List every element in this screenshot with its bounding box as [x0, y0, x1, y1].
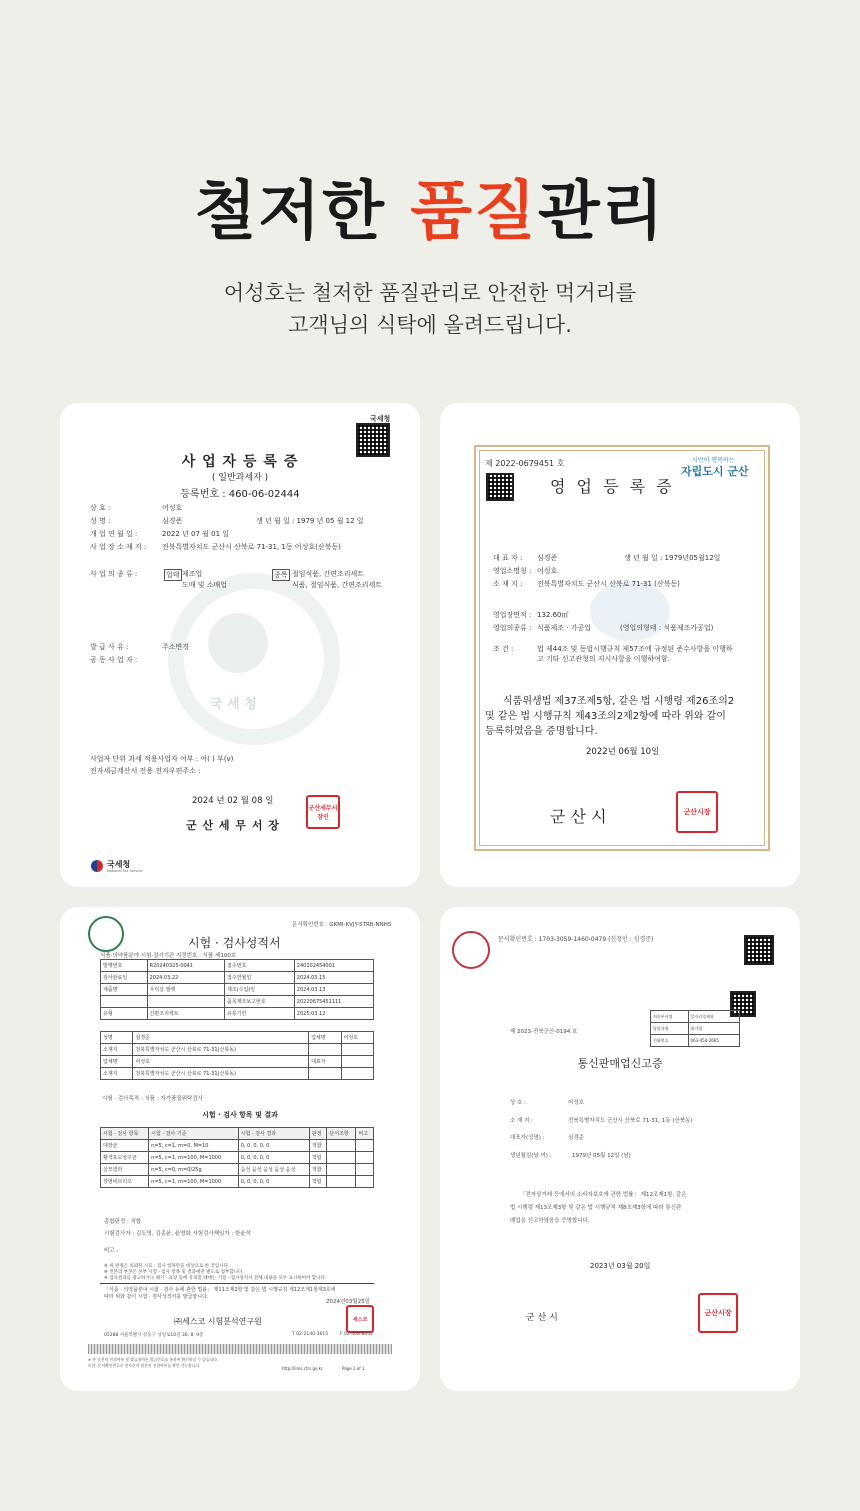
doc2-label-0: 대 표 자 :	[493, 554, 523, 562]
doc2-form: (영업의형태 : 식품제조가공업)	[620, 624, 714, 632]
table-row	[101, 984, 374, 996]
table-cell: 살모넬라	[101, 1164, 149, 1176]
table-header: 시험 · 검사 기준	[149, 1128, 239, 1140]
doc2-label-1: 영업소명칭 :	[493, 567, 532, 575]
doc4-value-3: 1979년 05월 12일 (남)	[572, 1153, 631, 1159]
doc2-value-3: 132.60㎡	[537, 611, 569, 619]
doc4-value-1: 전북특별자치도 군산시 산북로 71-31, 1동 (산북동)	[568, 1118, 693, 1124]
table-cell: 발행번호	[101, 960, 148, 972]
table-header: 시험 · 검사 항목	[101, 1128, 149, 1140]
test-report-card	[60, 907, 420, 1391]
overall-result: 종합판정 : 적합	[104, 1219, 142, 1225]
doc4-body-line3: 매업을 신고하였음을 증명합니다.	[510, 1218, 590, 1224]
table-row	[101, 1152, 374, 1164]
doc2-value-0: 심경준	[537, 554, 558, 562]
table-cell: 심경준	[133, 1032, 309, 1044]
table-cell: 240102454001	[294, 960, 373, 972]
table-cell: 장염비브리오	[101, 1176, 149, 1188]
table-cell: 유형	[101, 1008, 148, 1020]
institute-fax: F 02-408-8052	[340, 1332, 374, 1337]
page-title	[0, 160, 860, 252]
table-cell: 접수연월일	[225, 972, 295, 984]
table-cell	[327, 1152, 356, 1164]
table-cell: 0, 0, 0, 0, 0	[238, 1152, 309, 1164]
footer-logo: 국세청	[107, 860, 131, 869]
table-row	[101, 1140, 374, 1152]
doc1-seal: 군산세무서장인	[306, 795, 340, 829]
table-cell: 전화번호	[651, 1035, 689, 1047]
table-cell: 적합	[309, 1152, 327, 1164]
doc4-issuer: 군 산 시	[526, 1313, 558, 1323]
doc2-value-2: 전북특별자치도 군산시 산북로 71-31 (산북동)	[537, 580, 680, 588]
subtitle-line1: 어성호는 철저한 품질관리로 안전한 먹거리를	[223, 281, 637, 305]
doc4-body-line2: 법 시행령 제13조제3항 및 같은 법 시행규칙 제8조제3항에 따라 통신판	[510, 1205, 682, 1211]
bottom-note1: ※ 본 문서의 진위여부 및 발급내역은 발급번호를 통하여 확인하실 수 있습니다.	[88, 1357, 219, 1362]
table-row	[101, 1128, 374, 1140]
doc1-date: 2024 년 02 월 08 일	[192, 796, 274, 806]
title-part2: 품질	[410, 175, 538, 249]
emblem-core-icon	[208, 613, 268, 673]
doc4-label-2: 대표자(성명) :	[510, 1135, 545, 1141]
table-cell: 처리부서명	[651, 1011, 689, 1023]
nts-logo-icon	[91, 860, 103, 872]
table-cell: 유통기한	[225, 1008, 295, 1020]
table-cell	[356, 1152, 374, 1164]
doc1-label-0: 상 호 :	[90, 504, 111, 512]
table-cell: 우럭살 필렛	[147, 984, 224, 996]
biz-tag1: 업태	[166, 571, 180, 579]
table-cell: n=5, c=0, m=0/25g	[149, 1164, 239, 1176]
table-cell: 20220675451111	[294, 996, 373, 1008]
table-row	[101, 1068, 374, 1080]
biz-kind-label: 사 업 의 종 류 :	[90, 570, 138, 578]
table-row	[101, 972, 374, 984]
title-part3: 관리	[537, 175, 666, 249]
doc2-value-4: 식품제조 · 가공업	[537, 624, 592, 632]
subtitle-line2: 고객님의 식탁에 올려드립니다.	[288, 313, 572, 337]
divider	[100, 1283, 374, 1284]
table-cell: n=5, c=1, m=100, M=1000	[149, 1152, 239, 1164]
table-cell	[309, 1068, 341, 1080]
table-cell: 검사완료일	[101, 972, 148, 984]
doc4-seal: 군산시장	[698, 1293, 738, 1333]
unit-tax: 사업자 단위 과세 적용사업자 여부 : 여( ) 부(v)	[90, 755, 234, 763]
doc1-value-3: 전북특별자치도 군산시 산북로 71-31, 1동 어성호(산북동)	[162, 543, 341, 551]
doc1-label-2: 개 업 연 월 일 :	[90, 530, 138, 538]
table-cell	[356, 1176, 374, 1188]
doc3-purpose: 시험 · 검사목적 : 식품 : 자가품질위탁검사	[102, 1096, 203, 1102]
table-cell: 0, 0, 0, 0, 0	[238, 1176, 309, 1188]
doc4-doc-no: 문서확인번호 : 1703-3059-1460-0479 (신청인 : 심경준)	[498, 936, 654, 943]
doc4-value-2: 심경준	[568, 1135, 584, 1141]
doc2-date: 2022년 06월 10일	[586, 747, 660, 757]
table-cell: 간편조리세트	[147, 1008, 224, 1020]
table-cell: 제조(수입)일	[225, 984, 295, 996]
table-cell	[327, 1140, 356, 1152]
doc2-label-4: 영업의종류 :	[493, 624, 532, 632]
table-header: 단서조항	[327, 1128, 356, 1140]
emblem-text: 국 세 청	[210, 697, 257, 712]
table-cell: 일자리경제과	[688, 1011, 739, 1023]
biz-item1: 제조업	[182, 570, 203, 578]
table-row	[101, 1008, 374, 1020]
doc3-date: 2024년03월25일	[326, 1299, 370, 1305]
doc2-number: 제 2022-0679451 호	[485, 459, 565, 468]
table-cell: 업체명	[101, 1056, 133, 1068]
doc1-value-0: 어성호	[162, 504, 183, 512]
doc2-label-2: 소 재 지 :	[493, 580, 523, 588]
table-cell: 대장균	[101, 1140, 149, 1152]
doc4-title: 통신판매업신고증	[577, 1057, 663, 1070]
reason-label: 발 급 사 유 :	[90, 643, 129, 651]
doc3-doc-no: 문서확인번호 : GKMI-KVJY-STRB-NNHS	[292, 922, 392, 928]
table-row	[101, 1164, 374, 1176]
table-cell	[341, 1068, 373, 1080]
doc3-seal: 세스코	[346, 1305, 374, 1333]
table-cell	[341, 1056, 373, 1068]
doc2-title: 영 업 등 록 증	[550, 477, 675, 496]
table-cell: 전북특별자치도 군산시 산북로 71-31(산북동)	[133, 1044, 309, 1056]
table-cell: 소재지	[101, 1044, 133, 1056]
footer-logo-sub: National Tax Service	[107, 869, 143, 873]
cond-line2: 고 기타 신고관청의 지시사항을 이행하여함.	[537, 655, 670, 663]
table-cell: 어성호	[133, 1056, 309, 1068]
note-label: 비고 :	[104, 1248, 119, 1254]
footnote-0: ※ 위 판정은 의뢰된 시료 : 검사 항목만을 대상으로 한 것입니다.	[104, 1264, 230, 1269]
meta-table	[100, 959, 374, 1020]
table-cell: 적합	[309, 1164, 327, 1176]
doc2-body-line3: 등록하였음을 증명합니다.	[485, 726, 598, 737]
table-cell: 063-454-2665	[688, 1035, 739, 1047]
table-cell: 황색포도상구균	[101, 1152, 149, 1164]
table-cell: 어성호	[341, 1032, 373, 1044]
doc1-value-2: 2022 년 07 월 01 일	[162, 530, 230, 538]
doc4-label-0: 상 호 :	[510, 1100, 526, 1106]
cond-label: 조 건 :	[493, 645, 514, 653]
table-cell: 최가영	[688, 1023, 739, 1035]
doc1-type: ( 일반과세자 )	[211, 473, 269, 483]
table-row	[651, 1023, 740, 1035]
doc4-date: 2023년 03월 20일	[590, 1262, 651, 1270]
mail-order-card	[440, 907, 800, 1391]
table-cell: 담당자명	[651, 1023, 689, 1035]
biz-item2: 도매 및 소매업	[182, 581, 228, 589]
table-cell: R20240325-0041	[147, 960, 224, 972]
city-slogan: 시민이 행복하는	[692, 457, 735, 464]
doc1-label-1: 성 명 :	[90, 517, 111, 525]
institute-tel: T 02-2140-3615	[292, 1332, 329, 1337]
business-registration-card	[60, 403, 420, 887]
table-cell: 적합	[309, 1176, 327, 1188]
verified-stamp-icon	[88, 916, 124, 952]
table-cell	[356, 1140, 374, 1152]
table-row	[101, 996, 374, 1008]
doc2-value-1: 어성호	[537, 567, 558, 575]
table-cell: 적합	[309, 1140, 327, 1152]
food-business-card	[440, 403, 800, 887]
doc3-title: 시험 · 검사성적서	[188, 936, 281, 950]
institute-address: 05288 서울특별시 강동구 상일로10길 36, 8, 9층	[104, 1333, 204, 1338]
doc4-body-line1: 「전자상거래 등에서의 소비자보호에 관한 법률」 제12조제1항, 같은	[520, 1192, 687, 1198]
table-row	[101, 960, 374, 972]
table-cell: 소재지	[101, 1068, 133, 1080]
doc4-label-3: 생년월일(남·여) :	[510, 1153, 552, 1159]
table-cell: 음성 음성 음성 음성 음성	[238, 1164, 309, 1176]
table-cell	[341, 1044, 373, 1056]
legal-line1: 「식품 · 의약품분야 시험 · 검사 등에 관한 법률」 제11조제2항 및 같은 법 시행규칙 제12조제1항제3호에	[104, 1287, 336, 1293]
institute-name: ㈜세스코 시험분석연구원	[174, 1317, 262, 1326]
doc4-body	[510, 1189, 687, 1228]
email-line: 전자세금계산서 전용 전자우편주소 :	[90, 767, 201, 775]
table-cell	[101, 996, 148, 1008]
bottom-note2: 또한, 문서확인번호로 전자문서 원본의 진위여부를 확인 가능합니다.	[88, 1363, 201, 1368]
table-cell: 접수번호	[225, 960, 295, 972]
table-cell	[356, 1164, 374, 1176]
doc1-birth: 생 년 월 일 : 1979 년 05 월 12 일	[256, 517, 364, 525]
cond-line1: 법 제44조 및 동법시행규칙 제57조에 규정된 준수사항을 이행하	[537, 645, 733, 653]
client-table	[100, 1031, 374, 1080]
table-cell: 전북특별자치도 군산시 산북로 71-31(산북동)	[133, 1068, 309, 1080]
page-number: Page 1 of 1	[342, 1366, 365, 1371]
results-title: 시험 · 검사 항목 및 결과	[202, 1111, 278, 1119]
footnote-2: ※ 검사결과를 광고하거나 폐기 · 표장 등에 유의할 때에는 시험 · 검사성적서 전체 내용을 모두 표시하여야 합니다.	[104, 1276, 327, 1281]
doc3-agency-line: 식품·의약품분야 시험·검사기관 지정번호 : 식품 제100호	[100, 953, 237, 959]
table-row	[101, 1176, 374, 1188]
table-cell	[147, 996, 224, 1008]
table-header: 판정	[309, 1128, 327, 1140]
qr-code-icon	[744, 935, 774, 965]
biz-detail2: 식품, 절임식품, 간편조리세트	[292, 581, 383, 589]
doc2-body-line2: 및 같은 법 시행규칙 제43조의2제2항에 따라 위와 같이	[485, 711, 726, 722]
table-cell: 성명	[101, 1032, 133, 1044]
qr-code-icon	[486, 473, 514, 501]
doc2-label-3: 영업장면적 :	[493, 611, 532, 619]
city-logo: 자립도시 군산	[681, 465, 749, 478]
biz-tag2: 종목	[274, 571, 288, 579]
table-cell	[309, 1044, 341, 1056]
doc1-title: 사 업 자 등 록 증	[181, 454, 299, 470]
table-row	[651, 1035, 740, 1047]
agency-label: 국세청	[370, 415, 391, 423]
doc1-reg-no: 등록번호 : 460-06-02444	[180, 489, 300, 500]
testers: 시험검사자 : 김도영, 김종윤, 윤영화 시험검사책임자 : 한윤석	[104, 1231, 251, 1237]
table-cell	[327, 1164, 356, 1176]
page-subtitle	[0, 277, 860, 341]
reason-value: 주소변경	[162, 643, 190, 651]
doc2-body	[485, 694, 734, 739]
barcode-strip	[88, 1344, 392, 1354]
table-cell: n=5, c=1, m=0, M=10	[149, 1140, 239, 1152]
table-cell: 2025.03.12	[294, 1008, 373, 1020]
table-cell: 2024.03.22	[147, 972, 224, 984]
doc4-number: 제 2023-전북군산-0194 호	[510, 1029, 578, 1035]
doc2-birth: 생 년 월 일 : 1979년05월12일	[624, 554, 721, 562]
joint-label: 공 동 사 업 자 :	[90, 656, 138, 664]
table-cell: n=5, c=1, m=100, M=1000	[149, 1176, 239, 1188]
table-cell	[327, 1176, 356, 1188]
table-cell: 2024.03.13	[294, 984, 373, 996]
footnote-1: ※ 진본의 부본은 본부 시험 · 검사 항목 및 결과에만 별도로 첨부합니다.	[104, 1270, 244, 1275]
table-cell: 업체명	[309, 1032, 341, 1044]
doc2-body-line1: 식품위생법 제37조제5항, 같은 법 시행령 제26조의2	[503, 696, 735, 707]
table-row	[101, 1044, 374, 1056]
table-row	[101, 1032, 374, 1044]
table-header: 시험 · 검사 결과	[238, 1128, 309, 1140]
legal-line2: 따라 위와 같이 시험 · 검사성적서를 발급합니다.	[104, 1294, 209, 1300]
doc1-value-1: 심경준	[162, 517, 183, 525]
results-table	[100, 1127, 374, 1188]
doc1-office: 군 산 세 무 서 장	[186, 819, 280, 832]
doc4-value-0: 어성호	[568, 1100, 584, 1106]
table-cell: 품목제조보고번호	[225, 996, 295, 1008]
verify-url: http://lims.ctrs.go.kr	[282, 1366, 323, 1371]
verified-stamp-icon	[452, 931, 490, 969]
table-cell: 제품명	[101, 984, 148, 996]
table-cell: 2024.03.15	[294, 972, 373, 984]
biz-detail1: 절임식품, 간편조리세트	[292, 570, 365, 578]
table-row	[101, 1056, 374, 1068]
table-cell: 대표자	[309, 1056, 341, 1068]
doc2-seal: 군산시장	[676, 791, 718, 833]
title-part1: 철저한	[194, 175, 411, 249]
doc4-label-1: 소 재 지 :	[510, 1118, 534, 1124]
table-row	[651, 1011, 740, 1023]
doc1-label-3: 사 업 장 소 재 지 :	[90, 543, 147, 551]
office-table	[650, 1010, 740, 1047]
table-cell: 0, 0, 0, 0, 0	[238, 1140, 309, 1152]
doc2-issuer: 군 산 시	[550, 807, 607, 826]
table-header: 비고	[356, 1128, 374, 1140]
